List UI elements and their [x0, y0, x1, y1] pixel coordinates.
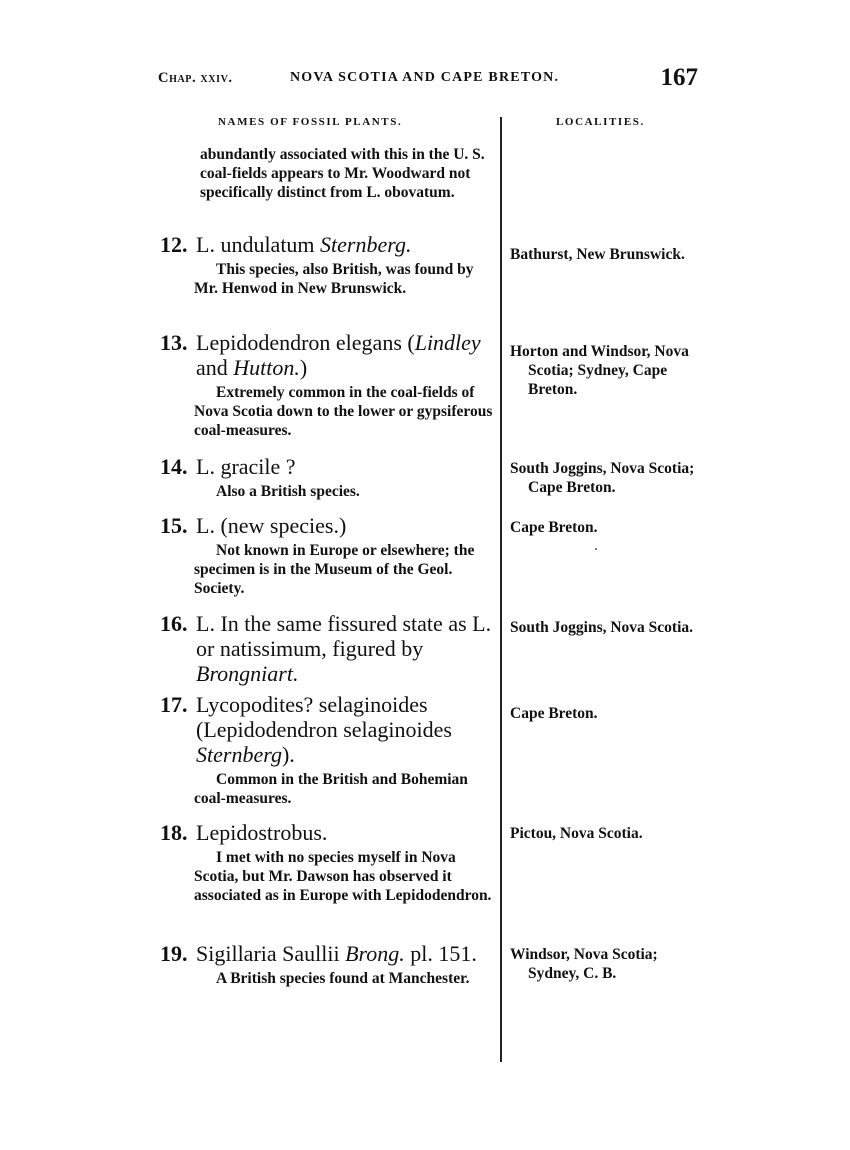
- fossil-entry-14: [160, 454, 500, 501]
- fossil-name-mid: and: [196, 355, 234, 380]
- fossil-name-text: L. undulatum: [196, 232, 315, 257]
- fossil-name-text: Sigillaria Saullii: [196, 941, 340, 966]
- running-header: [158, 64, 698, 98]
- locality-14: [510, 459, 700, 497]
- fossil-entry-12: [160, 232, 500, 298]
- fossil-name-after: ): [299, 355, 308, 380]
- page-number: 167: [660, 64, 698, 91]
- locality-text: Cape Breton.: [510, 705, 598, 722]
- entry-number: 19.: [160, 941, 188, 966]
- running-title: NOVA SCOTIA AND CAPE BRETON.: [290, 70, 560, 85]
- locality-text: Cape Breton.: [510, 519, 598, 536]
- fossil-authority: Lindley: [414, 330, 481, 355]
- fossil-name: [196, 692, 500, 767]
- locality-text: Windsor, Nova Scotia; Sydney, C. B.: [510, 946, 658, 982]
- fossil-name-after: pl. 151.: [404, 941, 477, 966]
- chapter-label: Chap. xxiv.: [158, 70, 233, 86]
- locality-text: Bathurst, New Brunswick.: [510, 246, 685, 263]
- fossil-name-text: L. In the same fissured state as L. or natissimum, figured by: [196, 611, 492, 661]
- fossil-note: A British species found at Manchester.: [216, 970, 470, 987]
- fossil-name-text: Lepidodendron elegans (: [196, 330, 415, 355]
- entry-number: 15.: [160, 513, 188, 538]
- column-divider: [500, 117, 502, 1062]
- fossil-authority-2: Hutton.: [233, 355, 300, 380]
- fossil-entry-15: [160, 513, 500, 598]
- locality-18: [510, 824, 700, 843]
- print-speck: [595, 548, 597, 550]
- fossil-note: I met with no species myself in Nova Scotia, but Mr. Dawson has observed it associated as in Europe with Lepidodendron.: [194, 849, 492, 904]
- fossil-note: Extremely common in the coal-fields of Nova Scotia down to the lower or gypsiferous coal-measures.: [194, 384, 493, 439]
- entry-number: 17.: [160, 692, 188, 717]
- fossil-name-text: Lepidostrobus.: [196, 820, 328, 845]
- column-heading-names: NAMES OF FOSSIL PLANTS.: [218, 116, 403, 128]
- locality-17: [510, 704, 700, 723]
- fossil-entry-13: [160, 330, 500, 440]
- locality-text: South Joggins, Nova Scotia; Cape Breton.: [510, 460, 695, 496]
- entry-number: 14.: [160, 454, 188, 479]
- fossil-name-text: L. (new species.): [196, 513, 347, 538]
- fossil-name: [196, 330, 500, 380]
- fossil-name-text: L. gracile ?: [196, 454, 296, 479]
- locality-15: [510, 518, 700, 537]
- fossil-entry-18: [160, 820, 500, 905]
- fossil-entry-17: [160, 692, 500, 808]
- entry-number: 16.: [160, 611, 188, 636]
- continued-note: abundantly associated with this in the U. S. coal-fields appears to Mr. Woodward not specifically distinct from L. obovatum.: [200, 146, 485, 201]
- entry-number: 13.: [160, 330, 188, 355]
- fossil-authority: Brong.: [345, 941, 405, 966]
- fossil-note: Also a British species.: [216, 483, 360, 500]
- fossil-name: [196, 941, 500, 966]
- fossil-name: [196, 513, 500, 538]
- fossil-name: [196, 232, 500, 257]
- fossil-note: Not known in Europe or elsewhere; the specimen is in the Museum of the Geol. Society.: [194, 542, 475, 597]
- locality-text: Horton and Windsor, Nova Scotia; Sydney, Cape Breton.: [510, 343, 689, 398]
- fossil-note: Common in the British and Bohemian coal-measures.: [194, 771, 468, 807]
- fossil-entry-16: [160, 611, 500, 686]
- locality-text: Pictou, Nova Scotia.: [510, 825, 643, 842]
- fossil-name: [196, 820, 500, 845]
- column-heading-localities: LOCALITIES.: [556, 116, 645, 128]
- fossil-authority: Sternberg.: [320, 232, 412, 257]
- locality-19: [510, 945, 700, 983]
- fossil-entry-19: [160, 941, 500, 988]
- locality-16: [510, 618, 700, 637]
- fossil-note: This species, also British, was found by Mr. Henwod in New Brunswick.: [194, 261, 474, 297]
- locality-text: South Joggins, Nova Scotia.: [510, 619, 694, 636]
- fossil-name-text: Lycopodites? selaginoides (Lepidodendron selaginoides: [196, 692, 452, 742]
- entry-number: 18.: [160, 820, 188, 845]
- fossil-authority: Brongniart.: [196, 661, 299, 686]
- fossil-name: [196, 454, 500, 479]
- locality-13: [510, 342, 700, 399]
- fossil-name-after: ).: [281, 742, 295, 767]
- fossil-name: [196, 611, 500, 686]
- locality-12: [510, 245, 700, 264]
- fossil-authority: Sternberg: [196, 742, 282, 767]
- entry-number: 12.: [160, 232, 188, 257]
